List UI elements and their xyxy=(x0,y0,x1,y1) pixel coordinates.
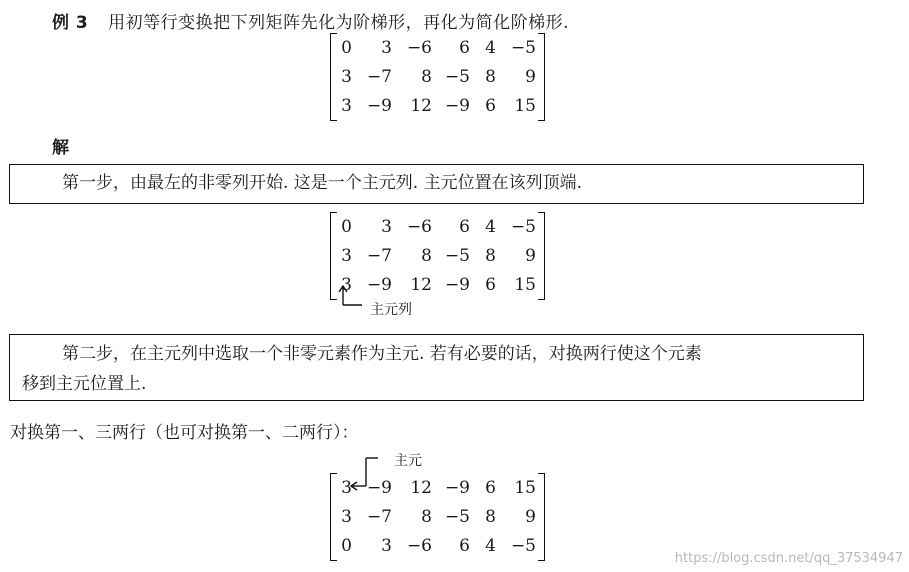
step2-line2: 移到主元位置上. xyxy=(22,374,147,394)
matrix-row xyxy=(330,502,545,532)
matrix-cell: −6 xyxy=(406,38,432,58)
matrix-row xyxy=(330,473,545,503)
matrix-cell: −5 xyxy=(510,38,536,58)
solution-label: 解 xyxy=(52,138,69,158)
matrix-cell: −5 xyxy=(444,507,470,527)
matrix-cell: 4 xyxy=(485,38,496,58)
matrix-cell: −5 xyxy=(444,246,470,266)
matrix-cell: 9 xyxy=(525,507,536,527)
matrix-cell: 3 xyxy=(381,536,392,556)
step1-text: 第一步，由最左的非零列开始. 这是一个主元列. 主元位置在该列顶端. xyxy=(62,173,583,193)
matrix-cell: 12 xyxy=(410,96,432,116)
matrix-row xyxy=(330,33,545,63)
matrix-cell: 0 xyxy=(341,38,352,58)
matrix-row xyxy=(330,241,545,271)
matrix-row xyxy=(330,212,545,242)
watermark: https://blog.csdn.net/qq_37534947 xyxy=(674,551,903,566)
matrix-cell: 8 xyxy=(485,67,496,87)
step2-line1: 第二步，在主元列中选取一个非零元素作为主元. 若有必要的话，对换两行使这个元素 xyxy=(62,344,702,364)
matrix-cell: −9 xyxy=(444,96,470,116)
matrix-cell: 12 xyxy=(410,275,432,295)
swap-text: 对换第一、三两行（也可对换第一、二两行）： xyxy=(10,423,359,443)
matrix-cell: −6 xyxy=(406,536,432,556)
matrix-cell: 9 xyxy=(525,246,536,266)
pivot-label: 主元 xyxy=(394,453,422,469)
step1-box xyxy=(9,164,864,204)
matrix-cell: 3 xyxy=(381,38,392,58)
matrix-cell: 12 xyxy=(410,478,432,498)
matrix-cell: 15 xyxy=(514,96,536,116)
matrix-row xyxy=(330,91,545,121)
matrix-cell: 3 xyxy=(381,217,392,237)
matrix-cell: 3 xyxy=(341,67,352,87)
matrix-cell: 8 xyxy=(421,246,432,266)
matrix-cell: −9 xyxy=(444,478,470,498)
matrix-cell: 0 xyxy=(341,536,352,556)
matrix-cell: 9 xyxy=(525,67,536,87)
step2-box xyxy=(9,334,864,401)
matrix-cell: −7 xyxy=(366,67,392,87)
matrix-cell: −7 xyxy=(366,246,392,266)
matrix-cell: −9 xyxy=(366,478,392,498)
example-text: 用初等行变换把下列矩阵先化为阶梯形，再化为简化阶梯形. xyxy=(108,13,570,33)
matrix-original xyxy=(330,33,545,121)
matrix-cell: 4 xyxy=(485,536,496,556)
matrix-cell: 4 xyxy=(485,217,496,237)
example-label: 例 3 xyxy=(52,13,89,33)
matrix-cell: 3 xyxy=(341,507,352,527)
matrix-cell: 3 xyxy=(341,246,352,266)
pivot-column-arrow-icon xyxy=(336,285,366,309)
matrix-cell: 6 xyxy=(485,96,496,116)
matrix-row xyxy=(330,62,545,92)
matrix-cell: −5 xyxy=(510,217,536,237)
matrix-cell: 6 xyxy=(459,536,470,556)
matrix-cell: 8 xyxy=(485,246,496,266)
matrix-cell: 15 xyxy=(514,275,536,295)
matrix-cell: −9 xyxy=(444,275,470,295)
matrix-cell: −5 xyxy=(444,67,470,87)
matrix-cell: 6 xyxy=(485,478,496,498)
example-heading xyxy=(52,8,569,33)
matrix-cell: 6 xyxy=(485,275,496,295)
matrix-cell: 15 xyxy=(514,478,536,498)
matrix-cell: 3 xyxy=(341,96,352,116)
matrix-swapped xyxy=(330,473,545,561)
matrix-cell: 8 xyxy=(421,67,432,87)
matrix-cell: 8 xyxy=(485,507,496,527)
matrix-cell: −5 xyxy=(510,536,536,556)
matrix-cell: 6 xyxy=(459,38,470,58)
matrix-row xyxy=(330,531,545,561)
matrix-cell: −7 xyxy=(366,507,392,527)
matrix-cell: 8 xyxy=(421,507,432,527)
pivot-column-label: 主元列 xyxy=(370,302,412,318)
matrix-cell: 0 xyxy=(341,217,352,237)
matrix-cell: −9 xyxy=(366,275,392,295)
matrix-cell: 6 xyxy=(459,217,470,237)
matrix-cell: −9 xyxy=(366,96,392,116)
matrix-cell: −6 xyxy=(406,217,432,237)
matrix-cell: 3 xyxy=(341,478,352,498)
matrix-cell: 3 xyxy=(341,275,352,295)
